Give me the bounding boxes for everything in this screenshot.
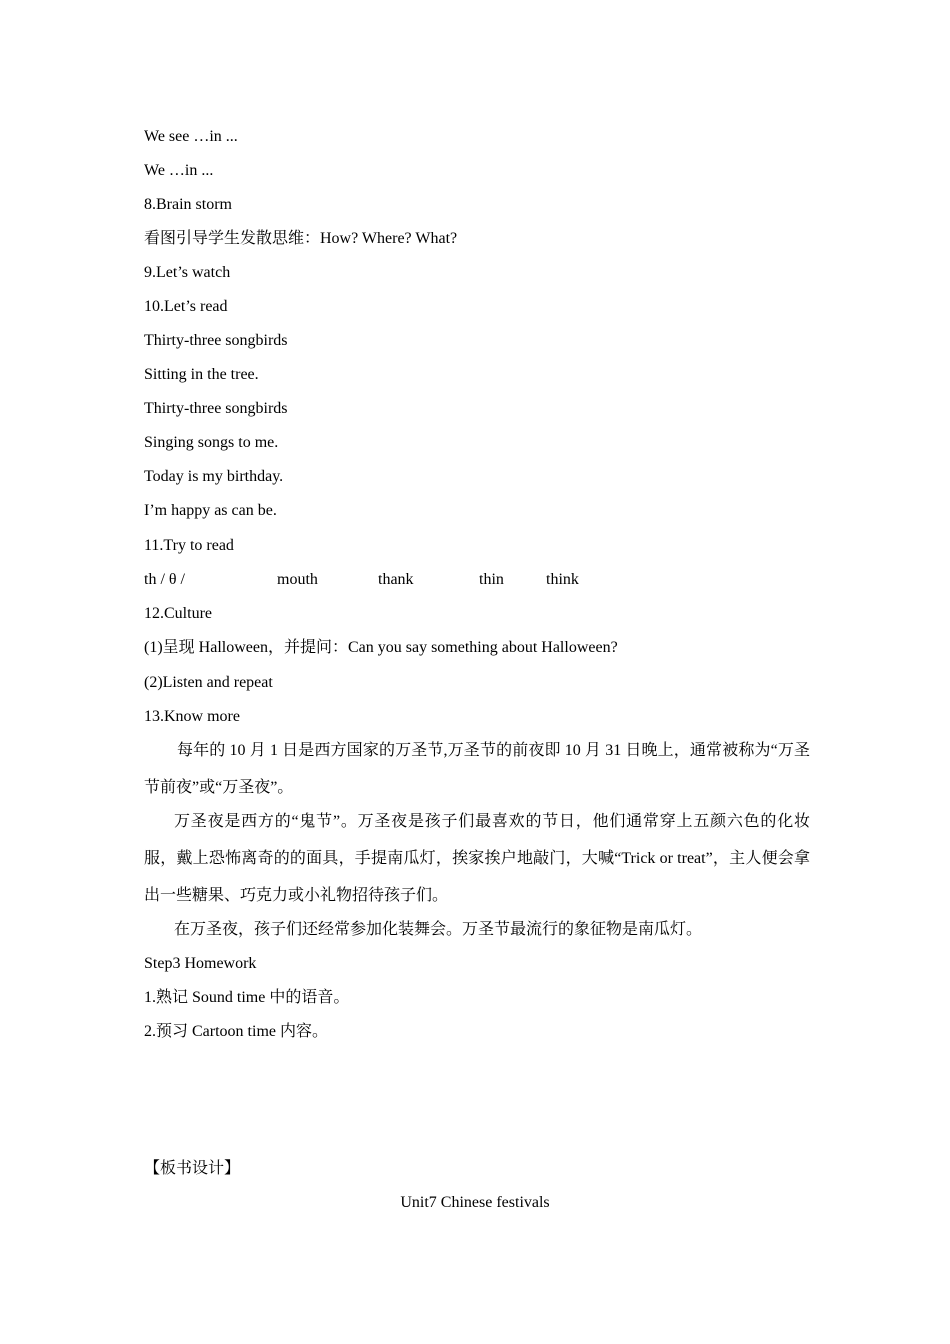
phonics-word: think [546, 571, 579, 588]
section-heading-know-more: 13.Know more [144, 708, 240, 725]
phonics-word: mouth [277, 571, 318, 588]
culture-item: (2)Listen and repeat [144, 674, 273, 691]
section-heading-try-to-read: 11.Try to read [144, 537, 234, 554]
text-line: We …in ... [144, 162, 214, 179]
rhyme-line: Thirty-three songbirds [144, 332, 288, 349]
rhyme-line: Sitting in the tree. [144, 366, 259, 383]
text-line: 看图引导学生发散思维：How? Where? What? [144, 230, 458, 247]
section-heading-homework: Step3 Homework [144, 955, 257, 972]
homework-item: 2.预习 Cartoon time 内容。 [144, 1023, 328, 1040]
culture-item: (1)呈现 Halloween，并提问：Can you say something about Halloween? [144, 639, 618, 656]
rhyme-line: Thirty-three songbirds [144, 400, 288, 417]
rhyme-line: I’m happy as can be. [144, 502, 277, 519]
know-more-paragraph: 在万圣夜，孩子们还经常参加化装舞会。万圣节最流行的象征物是南瓜灯。 [174, 921, 703, 938]
phonics-sound: th / θ / [144, 571, 185, 588]
know-more-paragraph: 每年的 10 月 1 日是西方国家的万圣节,万圣节的前夜即 10 月 31 日晚上，通常被称为“万圣节前夜”或“万圣夜”。 [144, 742, 810, 796]
rhyme-line: Today is my birthday. [144, 468, 284, 485]
section-heading-culture: 12.Culture [144, 605, 212, 622]
phonics-word: thank [378, 571, 414, 588]
know-more-paragraph: 万圣夜是西方的“鬼节”。万圣夜是孩子们最喜欢的节日，他们通常穿上五颜六色的化妆服，戴上恐怖离奇的的面具，手提南瓜灯，挨家挨户地敲门，大喊“Trick or treat”，主人便会拿出一些糖果、巧克力或小礼物招待孩子们。 [144, 813, 810, 904]
section-heading-lets-read: 10.Let’s read [144, 298, 228, 315]
homework-item: 1.熟记 Sound time 中的语音。 [144, 989, 350, 1006]
section-heading-lets-watch: 9.Let’s watch [144, 264, 231, 281]
phonics-word: thin [479, 571, 504, 588]
section-heading-brain-storm: 8.Brain storm [144, 196, 232, 213]
text-line: We see …in ... [144, 128, 238, 145]
rhyme-line: Singing songs to me. [144, 434, 279, 451]
board-design-heading: 【板书设计】 [144, 1160, 241, 1177]
board-title: Unit7 Chinese festivals [400, 1194, 550, 1211]
